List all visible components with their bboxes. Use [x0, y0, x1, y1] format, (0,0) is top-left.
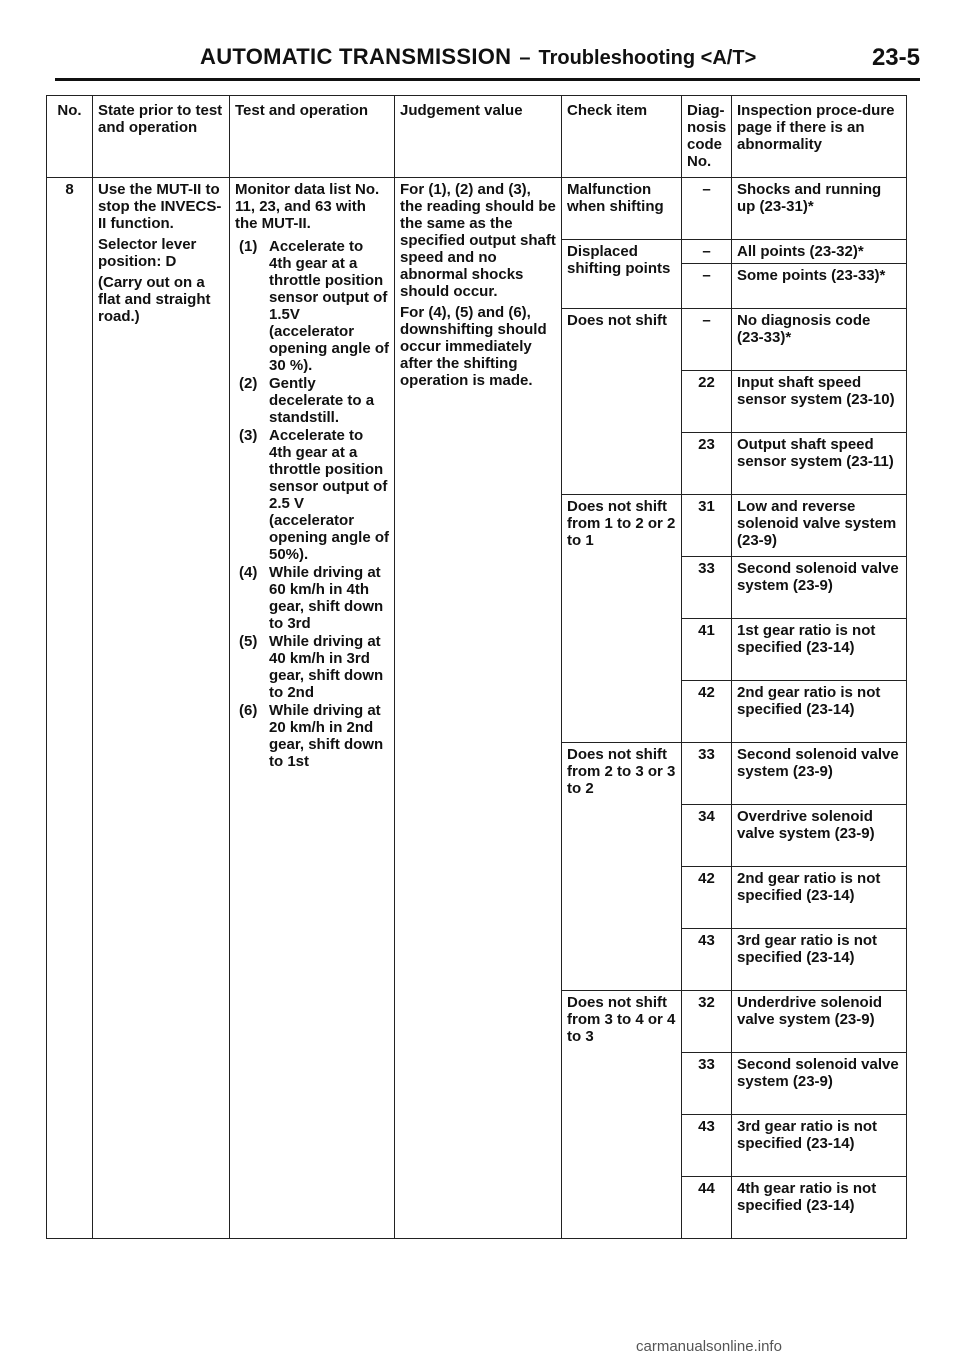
state-line: Selector lever position: D	[98, 236, 197, 270]
diagnosis-code: 34	[682, 805, 732, 867]
diagnosis-code: 42	[682, 681, 732, 743]
section-title: AUTOMATIC TRANSMISSION	[200, 44, 512, 69]
col-header-state: State prior to test and operation	[93, 96, 230, 178]
judgement-cell	[395, 178, 562, 1239]
col-header-check: Check item	[562, 96, 682, 178]
test-step	[239, 564, 389, 632]
state-cell	[93, 178, 230, 1239]
diagnosis-code: 31	[682, 495, 732, 557]
diagnosis-code: 23	[682, 433, 732, 495]
table-body	[47, 178, 907, 1239]
diagnosis-code: 33	[682, 557, 732, 619]
diagnosis-code: 33	[682, 743, 732, 805]
inspection-procedure: Second solenoid valve system (23-9)	[732, 557, 907, 619]
inspection-procedure: 4th gear ratio is not specified (23-14)	[732, 1177, 907, 1239]
col-header-no: No.	[47, 96, 93, 178]
row-number: 8	[47, 178, 93, 1239]
troubleshooting-table	[46, 95, 907, 1239]
table-header-row	[47, 96, 907, 178]
inspection-procedure: Input shaft speed sensor system (23-10)	[732, 371, 907, 433]
diagnosis-code: 43	[682, 929, 732, 991]
check-item: Malfunction when shifting	[562, 178, 682, 240]
step-number: (3)	[239, 427, 258, 444]
diagnosis-code: –	[682, 240, 732, 264]
test-step	[239, 702, 389, 770]
inspection-procedure: Shocks and running up (23-31)*	[732, 178, 907, 240]
diagnosis-code: –	[682, 178, 732, 240]
inspection-procedure: 3rd gear ratio is not specified (23-14)	[732, 1115, 907, 1177]
diagnosis-code: 41	[682, 619, 732, 681]
step-text: Accelerate to 4th gear at a throttle position sensor output of 1.5V (accelerator opening angle of 30 %).	[269, 238, 389, 374]
inspection-procedure: All points (23-32)*	[732, 240, 907, 264]
check-item: Does not shift from 1 to 2 or 2 to 1	[562, 495, 682, 743]
step-number: (4)	[239, 564, 258, 581]
check-item: Does not shift	[562, 309, 682, 495]
inspection-procedure: Low and reverse solenoid valve system (23-9)	[732, 495, 907, 557]
test-step	[239, 238, 389, 374]
inspection-procedure: 1st gear ratio is not specified (23-14)	[732, 619, 907, 681]
check-item: Does not shift from 2 to 3 or 3 to 2	[562, 743, 682, 991]
test-step	[239, 633, 389, 701]
diagnosis-code: 42	[682, 867, 732, 929]
state-line: (Carry out on a flat and straight road.)	[98, 274, 211, 325]
col-header-diag: Diag-nosis code No.	[682, 96, 732, 178]
table-row	[47, 178, 907, 240]
inspection-procedure: Output shaft speed sensor system (23-11)	[732, 433, 907, 495]
diagnosis-code: 33	[682, 1053, 732, 1115]
col-header-inspection: Inspection proce-dure page if there is an abnormality	[732, 96, 907, 178]
step-text: Accelerate to 4th gear at a throttle position sensor output of 2.5 V (accelerator opening angle of 50%).	[269, 427, 389, 563]
diagnosis-code: –	[682, 309, 732, 371]
step-text: While driving at 40 km/h in 3rd gear, shift down to 2nd	[269, 633, 384, 701]
step-text: While driving at 60 km/h in 4th gear, shift down to 3rd	[269, 564, 384, 632]
col-header-judgement: Judgement value	[395, 96, 562, 178]
step-number: (6)	[239, 702, 258, 719]
inspection-procedure: 2nd gear ratio is not specified (23-14)	[732, 681, 907, 743]
inspection-procedure: No diagnosis code (23-33)*	[732, 309, 907, 371]
judgement-line: For (1), (2) and (3), the reading should be the same as the specified output shaft speed and no abnormal shocks should occur.	[400, 181, 556, 300]
step-number: (1)	[239, 238, 258, 255]
inspection-procedure: Overdrive solenoid valve system (23-9)	[732, 805, 907, 867]
test-cell	[230, 178, 395, 1239]
test-intro: Monitor data list No. 11, 23, and 63 with the MUT-II.	[235, 181, 380, 232]
diagnosis-code: 22	[682, 371, 732, 433]
diagnosis-code: 43	[682, 1115, 732, 1177]
col-header-test: Test and operation	[230, 96, 395, 178]
page-number: 23-5	[871, 44, 920, 71]
step-text: Gently decelerate to a standstill.	[269, 375, 375, 426]
watermark: carmanualsonline.info	[636, 1338, 782, 1355]
test-step	[239, 375, 389, 426]
subsection-title: Troubleshooting <A/T>	[538, 47, 757, 69]
inspection-procedure: Second solenoid valve system (23-9)	[732, 1053, 907, 1115]
inspection-procedure: Some points (23-33)*	[732, 264, 907, 309]
check-item: Does not shift from 3 to 4 or 4 to 3	[562, 991, 682, 1239]
state-line: Use the MUT-II to stop the INVECS-II function.	[98, 181, 222, 232]
inspection-procedure: 2nd gear ratio is not specified (23-14)	[732, 867, 907, 929]
step-number: (5)	[239, 633, 258, 650]
check-item: Displaced shifting points	[562, 240, 682, 309]
diagnosis-code: 32	[682, 991, 732, 1053]
inspection-procedure: 3rd gear ratio is not specified (23-14)	[732, 929, 907, 991]
header-rule	[55, 78, 920, 81]
diagnosis-code: –	[682, 264, 732, 309]
header-dash: –	[519, 47, 531, 69]
step-number: (2)	[239, 375, 258, 392]
step-text: While driving at 20 km/h in 2nd gear, shift down to 1st	[269, 702, 384, 770]
test-step	[239, 427, 389, 563]
judgement-line: For (4), (5) and (6), downshifting should occur immediately after the shifting operation is made.	[400, 304, 547, 389]
test-steps-list	[235, 238, 389, 770]
inspection-procedure: Underdrive solenoid valve system (23-9)	[732, 991, 907, 1053]
diagnosis-code: 44	[682, 1177, 732, 1239]
inspection-procedure: Second solenoid valve system (23-9)	[732, 743, 907, 805]
